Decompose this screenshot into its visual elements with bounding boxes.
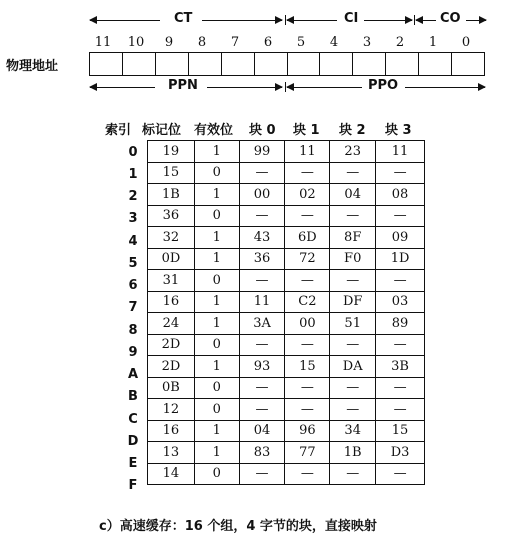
co-arrow-right [466,20,486,21]
ppn-label: PPN [168,78,198,93]
block-0-cell: — [239,399,285,421]
block-2-cell: 34 [330,420,376,442]
block-0-cell: — [239,162,285,184]
block-2-cell: — [330,463,376,485]
bit-number: 11 [94,35,112,50]
bit-cell [320,53,353,75]
co-label: CO [440,11,461,26]
block-2-cell: 51 [330,313,376,335]
block-2-cell: 23 [330,141,376,163]
ppo-arrow-left [287,87,362,88]
index-label: 5 [128,256,138,271]
tag-cell: 16 [148,420,195,442]
index-label: F [128,478,138,493]
valid-cell: 0 [194,162,239,184]
cache-row [148,184,425,206]
valid-cell: 1 [194,248,239,270]
cache-row [148,162,425,184]
tag-cell: 12 [148,399,195,421]
block-0-cell: — [239,270,285,292]
block-1-cell: 11 [285,141,330,163]
cache-row [148,442,425,464]
block-0-cell: 93 [239,356,285,378]
block-0-cell: 83 [239,442,285,464]
tag-cell: 13 [148,442,195,464]
tag-cell: 0B [148,377,195,399]
ct-arrow-right [202,20,282,21]
bit-cell [288,53,321,75]
index-label: 1 [128,167,138,182]
bit-cell [452,53,484,75]
block-1-cell: — [285,463,330,485]
cache-row [148,399,425,421]
block-3-cell: — [376,205,425,227]
cache-row [148,463,425,485]
tag-cell: 24 [148,313,195,335]
block-1-cell: — [285,270,330,292]
valid-cell: 1 [194,442,239,464]
block-1-cell: — [285,334,330,356]
block-2-cell: — [330,205,376,227]
header-block-2: 块 2 [339,123,366,138]
block-0-cell: 99 [239,141,285,163]
bit-number: 5 [296,35,306,50]
bit-number: 4 [329,35,339,50]
block-2-cell: — [330,162,376,184]
block-0-cell: 11 [239,291,285,313]
index-label: 7 [128,300,138,315]
valid-cell: 0 [194,463,239,485]
bit-cell [222,53,255,75]
block-3-cell: 3B [376,356,425,378]
cache-row [148,227,425,249]
tag-cell: 31 [148,270,195,292]
block-2-cell: DF [330,291,376,313]
valid-cell: 1 [194,420,239,442]
bit-number: 8 [197,35,207,50]
block-1-cell: 96 [285,420,330,442]
valid-cell: 1 [194,313,239,335]
bit-number: 0 [461,35,471,50]
ct-arrow-left [90,20,160,21]
header-tag: 标记位 [142,123,182,138]
block-2-cell: DA [330,356,376,378]
block-1-cell: 72 [285,248,330,270]
ci-arrow-right [364,20,412,21]
tag-cell: 2D [148,356,195,378]
header-index: 索引 [105,123,132,138]
co-arrow-left [416,20,436,21]
block-2-cell: — [330,399,376,421]
cache-row [148,248,425,270]
ppo-label: PPO [368,78,399,93]
cache-row [148,356,425,378]
bit-number: 7 [230,35,240,50]
physical-address-label: 物理地址 [6,59,59,74]
block-0-cell: — [239,205,285,227]
block-3-cell: — [376,399,425,421]
cache-row [148,205,425,227]
block-3-cell: — [376,334,425,356]
valid-cell: 0 [194,334,239,356]
block-0-cell: 3A [239,313,285,335]
physical-address-bits [89,52,485,76]
tag-cell: 15 [148,162,195,184]
bit-cell [156,53,189,75]
block-3-cell: — [376,162,425,184]
valid-cell: 1 [194,356,239,378]
block-3-cell: — [376,463,425,485]
block-2-cell: 04 [330,184,376,206]
cache-row [148,270,425,292]
bit-number: 10 [127,35,145,50]
bit-cell [189,53,222,75]
block-3-cell: 09 [376,227,425,249]
ci-arrow-left [287,20,337,21]
ppn-arrow-right [207,87,282,88]
block-3-cell: — [376,377,425,399]
block-3-cell: 08 [376,184,425,206]
valid-cell: 1 [194,291,239,313]
cache-row [148,141,425,163]
index-label: 4 [128,234,138,249]
ppo-arrow-right [405,87,485,88]
cache-row [148,420,425,442]
valid-cell: 0 [194,399,239,421]
block-0-cell: — [239,334,285,356]
header-block-1: 块 1 [293,123,320,138]
block-1-cell: — [285,377,330,399]
index-label: B [128,389,138,404]
ct-label: CT [174,11,193,26]
index-label: 0 [128,145,138,160]
index-label: A [127,367,139,382]
block-2-cell: 8F [330,227,376,249]
bit-cell [353,53,386,75]
valid-cell: 1 [194,184,239,206]
bit-cell [419,53,452,75]
ci-label: CI [344,11,359,26]
tag-cell: 19 [148,141,195,163]
block-3-cell: — [376,270,425,292]
tag-cell: 0D [148,248,195,270]
valid-cell: 1 [194,141,239,163]
index-label: E [128,456,138,471]
index-label: C [128,412,138,427]
block-1-cell: 02 [285,184,330,206]
valid-cell: 0 [194,205,239,227]
block-0-cell: 43 [239,227,285,249]
bit-cell [90,53,123,75]
block-1-cell: 6D [285,227,330,249]
index-label: 8 [128,323,138,338]
block-2-cell: F0 [330,248,376,270]
cache-row [148,377,425,399]
bit-number: 1 [428,35,438,50]
bit-cell [123,53,156,75]
block-1-cell: — [285,399,330,421]
block-1-cell: 15 [285,356,330,378]
index-label: 3 [128,211,138,226]
block-0-cell: 04 [239,420,285,442]
block-3-cell: 89 [376,313,425,335]
tag-cell: 14 [148,463,195,485]
index-label: 6 [128,278,138,293]
block-1-cell: — [285,162,330,184]
block-0-cell: — [239,377,285,399]
cache-row [148,291,425,313]
block-2-cell: — [330,377,376,399]
block-3-cell: 11 [376,141,425,163]
block-0-cell: 36 [239,248,285,270]
header-valid: 有效位 [194,123,234,138]
bit-number: 3 [362,35,372,50]
block-0-cell: 00 [239,184,285,206]
block-3-cell: 03 [376,291,425,313]
valid-cell: 0 [194,377,239,399]
block-3-cell: 1D [376,248,425,270]
tag-cell: 16 [148,291,195,313]
block-1-cell: — [285,205,330,227]
cache-row [148,313,425,335]
ppn-arrow-left [90,87,155,88]
tag-cell: 1B [148,184,195,206]
block-3-cell: D3 [376,442,425,464]
header-block-0: 块 0 [249,123,276,138]
valid-cell: 0 [194,270,239,292]
figure-caption: c）高速缓存：16 个组，4 字节的块，直接映射 [99,519,377,534]
tag-cell: 36 [148,205,195,227]
block-1-cell: 00 [285,313,330,335]
block-2-cell: — [330,270,376,292]
index-label: D [127,434,139,449]
bit-number: 9 [164,35,174,50]
cache-table [147,140,425,485]
cache-row [148,334,425,356]
index-label: 9 [128,345,138,360]
bit-cell [386,53,419,75]
bit-cell [255,53,288,75]
block-0-cell: — [239,463,285,485]
tag-cell: 32 [148,227,195,249]
valid-cell: 1 [194,227,239,249]
bit-number: 2 [395,35,405,50]
header-block-3: 块 3 [385,123,412,138]
tag-cell: 2D [148,334,195,356]
block-1-cell: 77 [285,442,330,464]
block-2-cell: 1B [330,442,376,464]
index-label: 2 [128,189,138,204]
block-2-cell: — [330,334,376,356]
block-1-cell: C2 [285,291,330,313]
bit-number: 6 [263,35,273,50]
block-3-cell: 15 [376,420,425,442]
